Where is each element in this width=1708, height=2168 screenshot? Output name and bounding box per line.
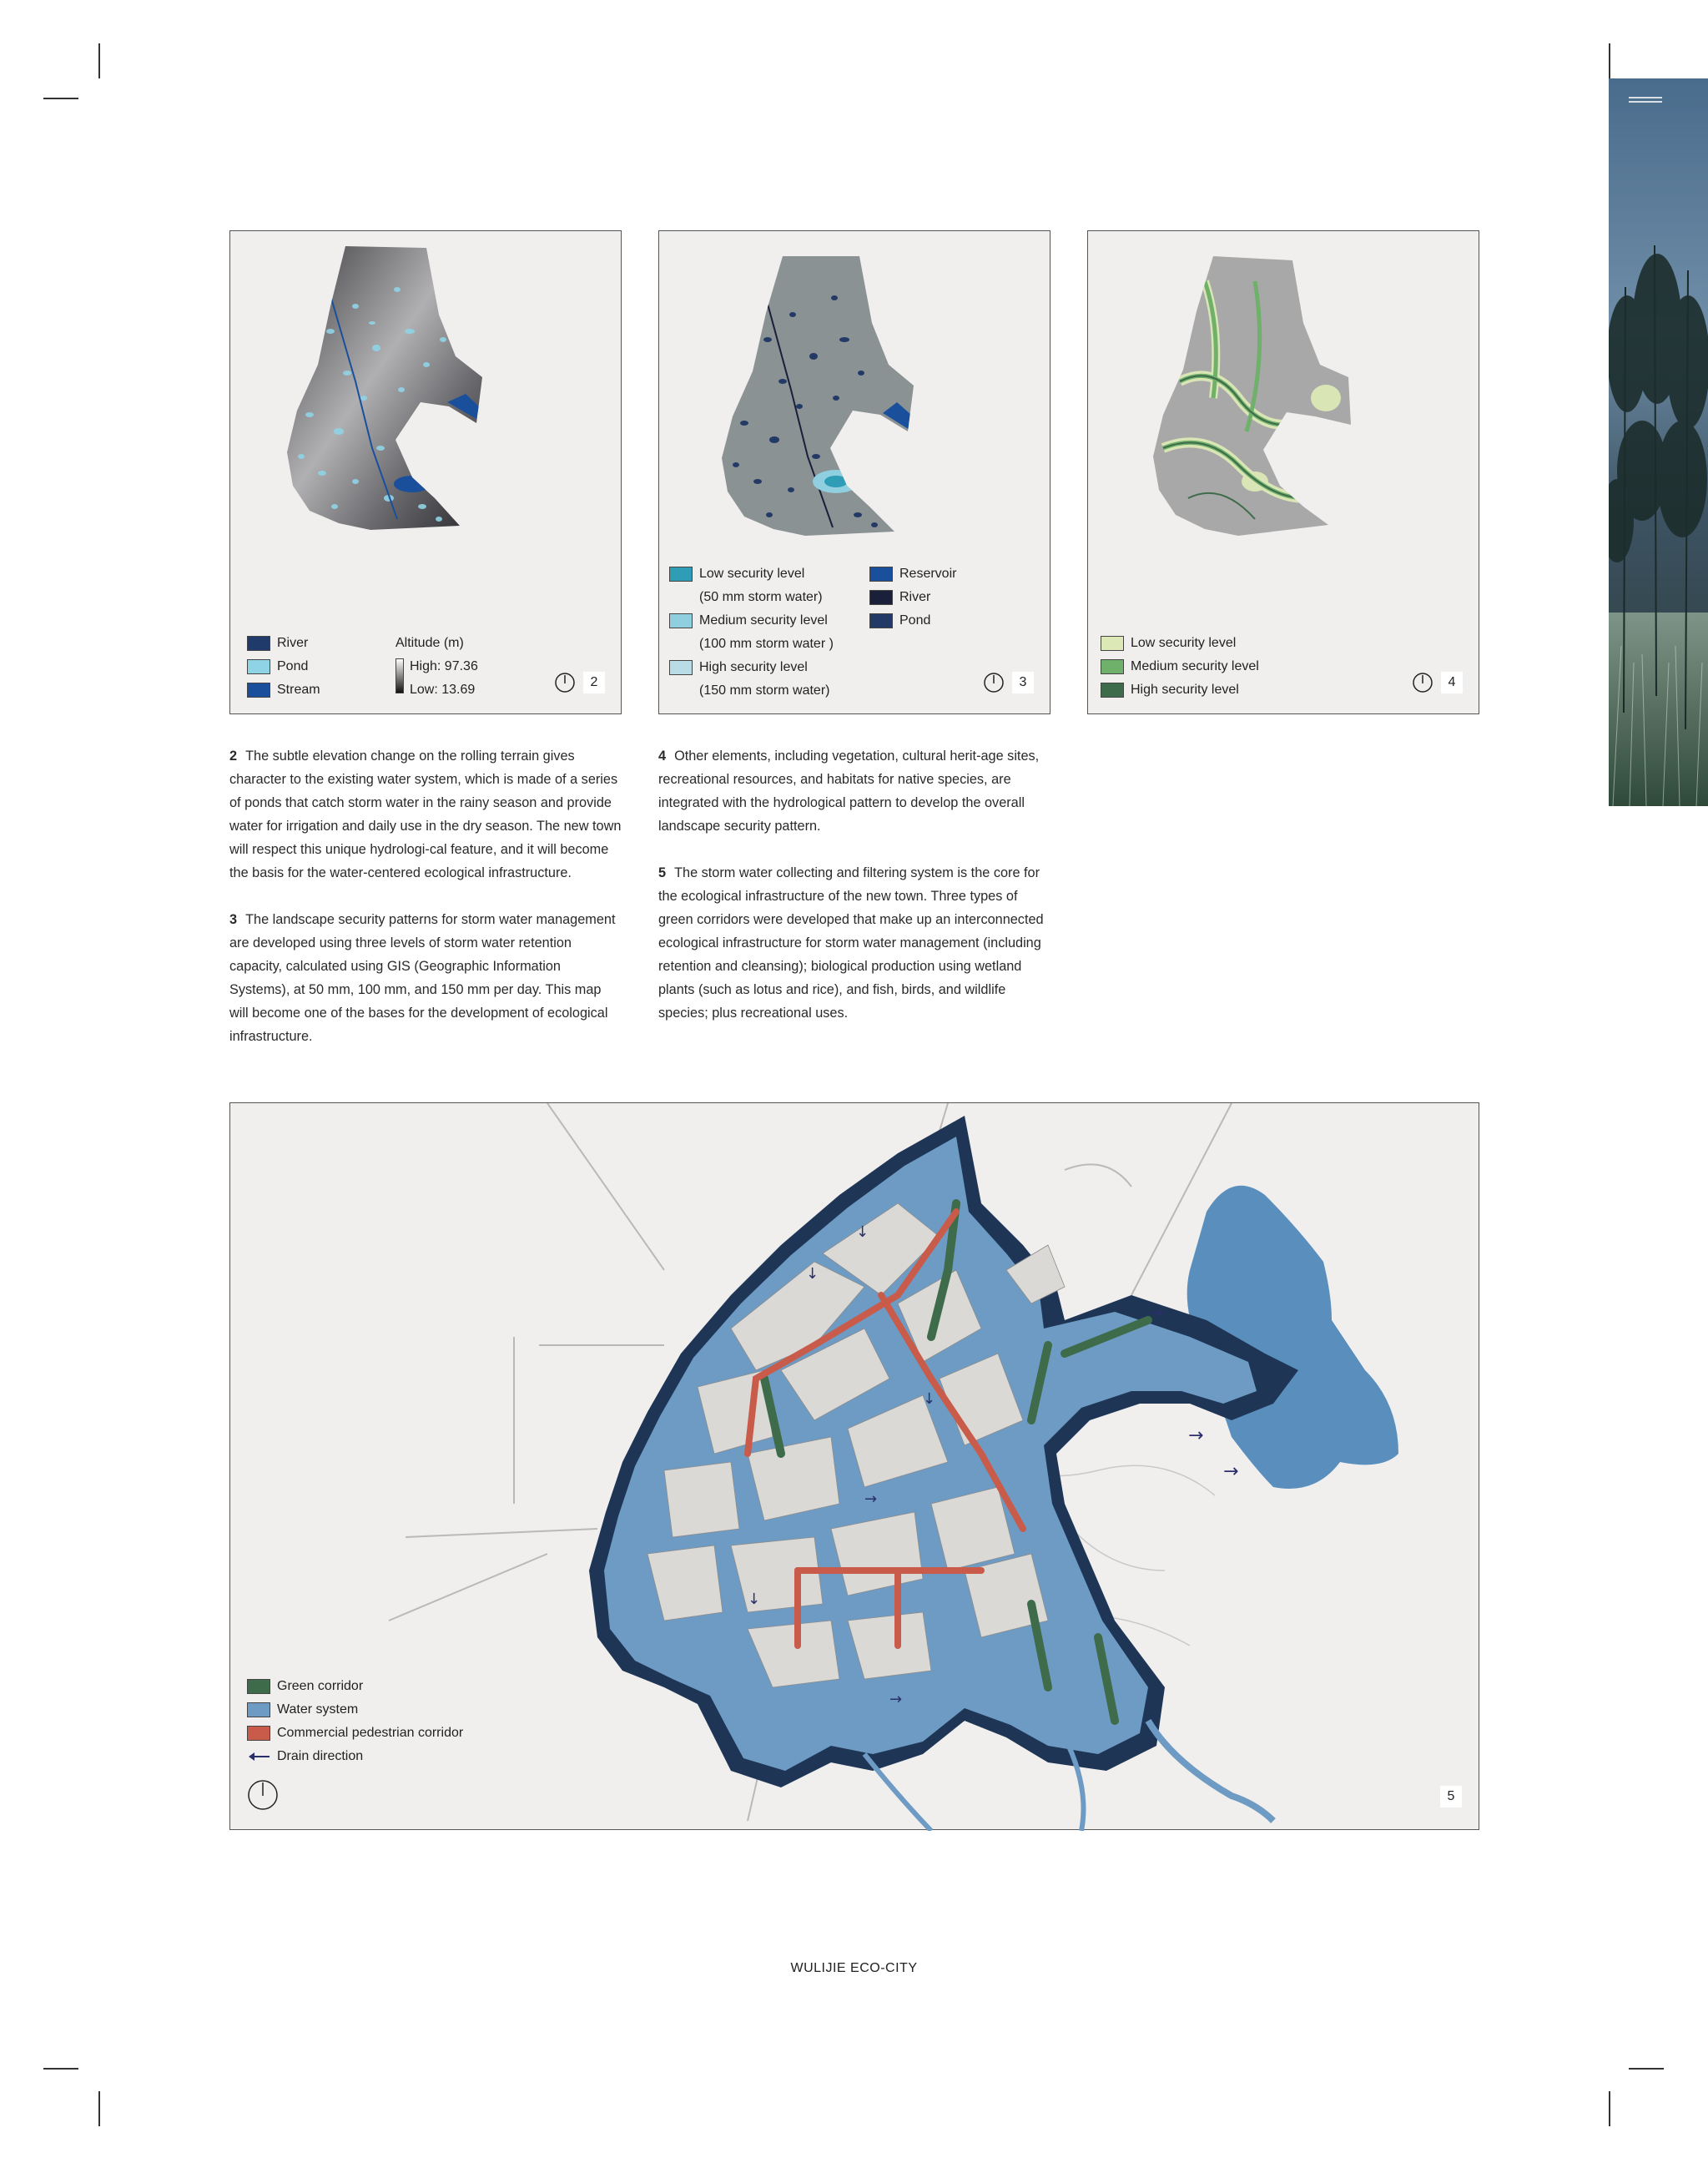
legend-label: Medium security level bbox=[1131, 659, 1259, 673]
altitude-title: Altitude (m) bbox=[396, 636, 464, 650]
caption-column-left bbox=[229, 744, 623, 1071]
legend-river bbox=[869, 590, 930, 605]
svg-text:↓: ↓ bbox=[923, 1390, 936, 1408]
figure-5-panel bbox=[229, 1102, 1479, 1830]
ecological-infrastructure-plan bbox=[230, 1103, 1480, 1831]
legend-medium-security bbox=[1101, 659, 1259, 674]
legend-river bbox=[247, 636, 308, 651]
legend-label: High security level bbox=[1131, 683, 1239, 697]
legend-swatch bbox=[669, 567, 693, 582]
crop-mark bbox=[1629, 2068, 1664, 2070]
legend-swatch bbox=[1101, 683, 1124, 698]
legend-pond bbox=[869, 613, 930, 628]
altitude-low: Low: 13.69 bbox=[410, 683, 476, 697]
legend-label: Stream bbox=[277, 683, 320, 697]
crop-mark bbox=[98, 2091, 100, 2126]
legend-high-sub: (150 mm storm water) bbox=[699, 683, 830, 698]
legend-swatch bbox=[869, 567, 893, 582]
legend-label: Reservoir bbox=[899, 567, 957, 581]
legend-low-security bbox=[1101, 636, 1236, 651]
crop-mark bbox=[43, 98, 78, 99]
legend-stream bbox=[247, 683, 320, 698]
legend-swatch bbox=[247, 636, 270, 651]
svg-text:↓: ↓ bbox=[748, 1591, 761, 1608]
svg-text:→: → bbox=[1148, 1303, 1164, 1323]
caption-2: 2 The subtle elevation change on the rolling terrain gives character to the existing water system, which is made of a series of ponds that catch storm water in the rainy season and provide water for irrigation and daily use in the dry season. The new town will respect this unique hydrologi-cal feature, and it will become the basis for the water-centered ecological infrastructure. bbox=[229, 749, 622, 880]
caption-5: 5 The storm water collecting and filtering system is the core for the ecological infrastructure of the new town. Three types of green corridors were developed that make up an interconnected ecological infrastructure for storm water management (including retention and cleansing); biological production using wetland plants (such as lotus and rice), and fish, birds, and wildlife species; plus recreational uses. bbox=[658, 865, 1044, 1021]
figure-number: 5 bbox=[1440, 1786, 1462, 1808]
legend-swatch bbox=[669, 613, 693, 628]
legend-swatch bbox=[869, 590, 893, 605]
legend-label: River bbox=[899, 590, 931, 604]
landscape-photo-strip bbox=[1609, 78, 1708, 806]
legend-swatch bbox=[247, 1702, 270, 1717]
altitude-high: High: 97.36 bbox=[410, 659, 478, 673]
page-footer-title: WULIJIE ECO-CITY bbox=[790, 1961, 918, 1975]
figure-number: 4 bbox=[1441, 672, 1463, 693]
legend-label: Low security level bbox=[1131, 636, 1237, 650]
figure-2-panel bbox=[229, 230, 622, 714]
figure-3-panel bbox=[658, 230, 1050, 714]
legend-medium-sub: (100 mm storm water ) bbox=[699, 637, 834, 651]
figure-number: 3 bbox=[1012, 672, 1034, 693]
crop-mark bbox=[98, 43, 100, 78]
legend-commercial-corridor bbox=[247, 1726, 463, 1741]
legend-label: High security level bbox=[699, 660, 808, 674]
svg-text:→: → bbox=[1223, 1461, 1239, 1482]
svg-text:↓: ↓ bbox=[806, 1265, 819, 1283]
north-arrow-icon bbox=[1412, 672, 1433, 693]
legend-label: Pond bbox=[899, 613, 931, 628]
legend-label: Low security level bbox=[699, 567, 805, 581]
legend-high-security bbox=[1101, 683, 1239, 698]
arrow-left-icon bbox=[247, 1749, 270, 1764]
legend-reservoir bbox=[869, 567, 956, 582]
legend-high-security bbox=[669, 660, 808, 675]
crop-mark bbox=[43, 2068, 78, 2070]
legend-swatch bbox=[669, 660, 693, 675]
svg-text:→: → bbox=[889, 1691, 903, 1708]
svg-text:→: → bbox=[1188, 1425, 1204, 1446]
legend-pond bbox=[247, 659, 308, 674]
caption-4: 4 Other elements, including vegetation, cultural herit-age sites, recreational resources, and habitats for native species, are integrated with the hydrological pattern to develop the overall landscape security pattern. bbox=[658, 749, 1040, 834]
legend-low-security bbox=[669, 567, 804, 582]
legend-label: Drain direction bbox=[277, 1749, 364, 1763]
legend-label: Pond bbox=[277, 659, 309, 673]
legend-swatch bbox=[1101, 636, 1124, 651]
figure-number: 2 bbox=[583, 672, 605, 693]
caption-column-right bbox=[658, 744, 1052, 1048]
legend-swatch bbox=[247, 683, 270, 698]
legend-swatch bbox=[1101, 659, 1124, 674]
svg-text:↓: ↓ bbox=[856, 1223, 869, 1241]
legend-label: Medium security level bbox=[699, 613, 828, 628]
legend-label: Water system bbox=[277, 1702, 359, 1717]
caption-3: 3 The landscape security patterns for storm water management are developed using three levels of storm water retention capacity, calculated using GIS (Geographic Information Systems), at 50 mm, 100 mm, and 150 mm per day. This map will become one of the bases for the development of ecological infrastructure. bbox=[229, 912, 616, 1044]
crop-mark bbox=[1609, 43, 1610, 78]
figure-4-panel bbox=[1087, 230, 1479, 714]
legend-swatch bbox=[247, 1679, 270, 1694]
legend-green-corridor bbox=[247, 1679, 363, 1694]
legend-label: River bbox=[277, 636, 309, 650]
altitude-ramp bbox=[396, 658, 404, 693]
legend-label: Commercial pedestrian corridor bbox=[277, 1726, 464, 1740]
legend-swatch bbox=[869, 613, 893, 628]
legend-swatch bbox=[247, 659, 270, 674]
legend-label: Green corridor bbox=[277, 1679, 364, 1693]
svg-text:→: → bbox=[864, 1490, 878, 1508]
legend-drain-direction bbox=[247, 1749, 363, 1764]
legend-low-sub: (50 mm storm water) bbox=[699, 590, 823, 604]
north-arrow-icon bbox=[983, 672, 1005, 693]
north-arrow-icon bbox=[554, 672, 576, 693]
north-arrow-icon bbox=[247, 1779, 279, 1811]
crop-mark bbox=[1609, 2091, 1610, 2126]
legend-swatch bbox=[247, 1726, 270, 1741]
legend-medium-security bbox=[669, 613, 828, 628]
legend-water-system bbox=[247, 1702, 358, 1717]
